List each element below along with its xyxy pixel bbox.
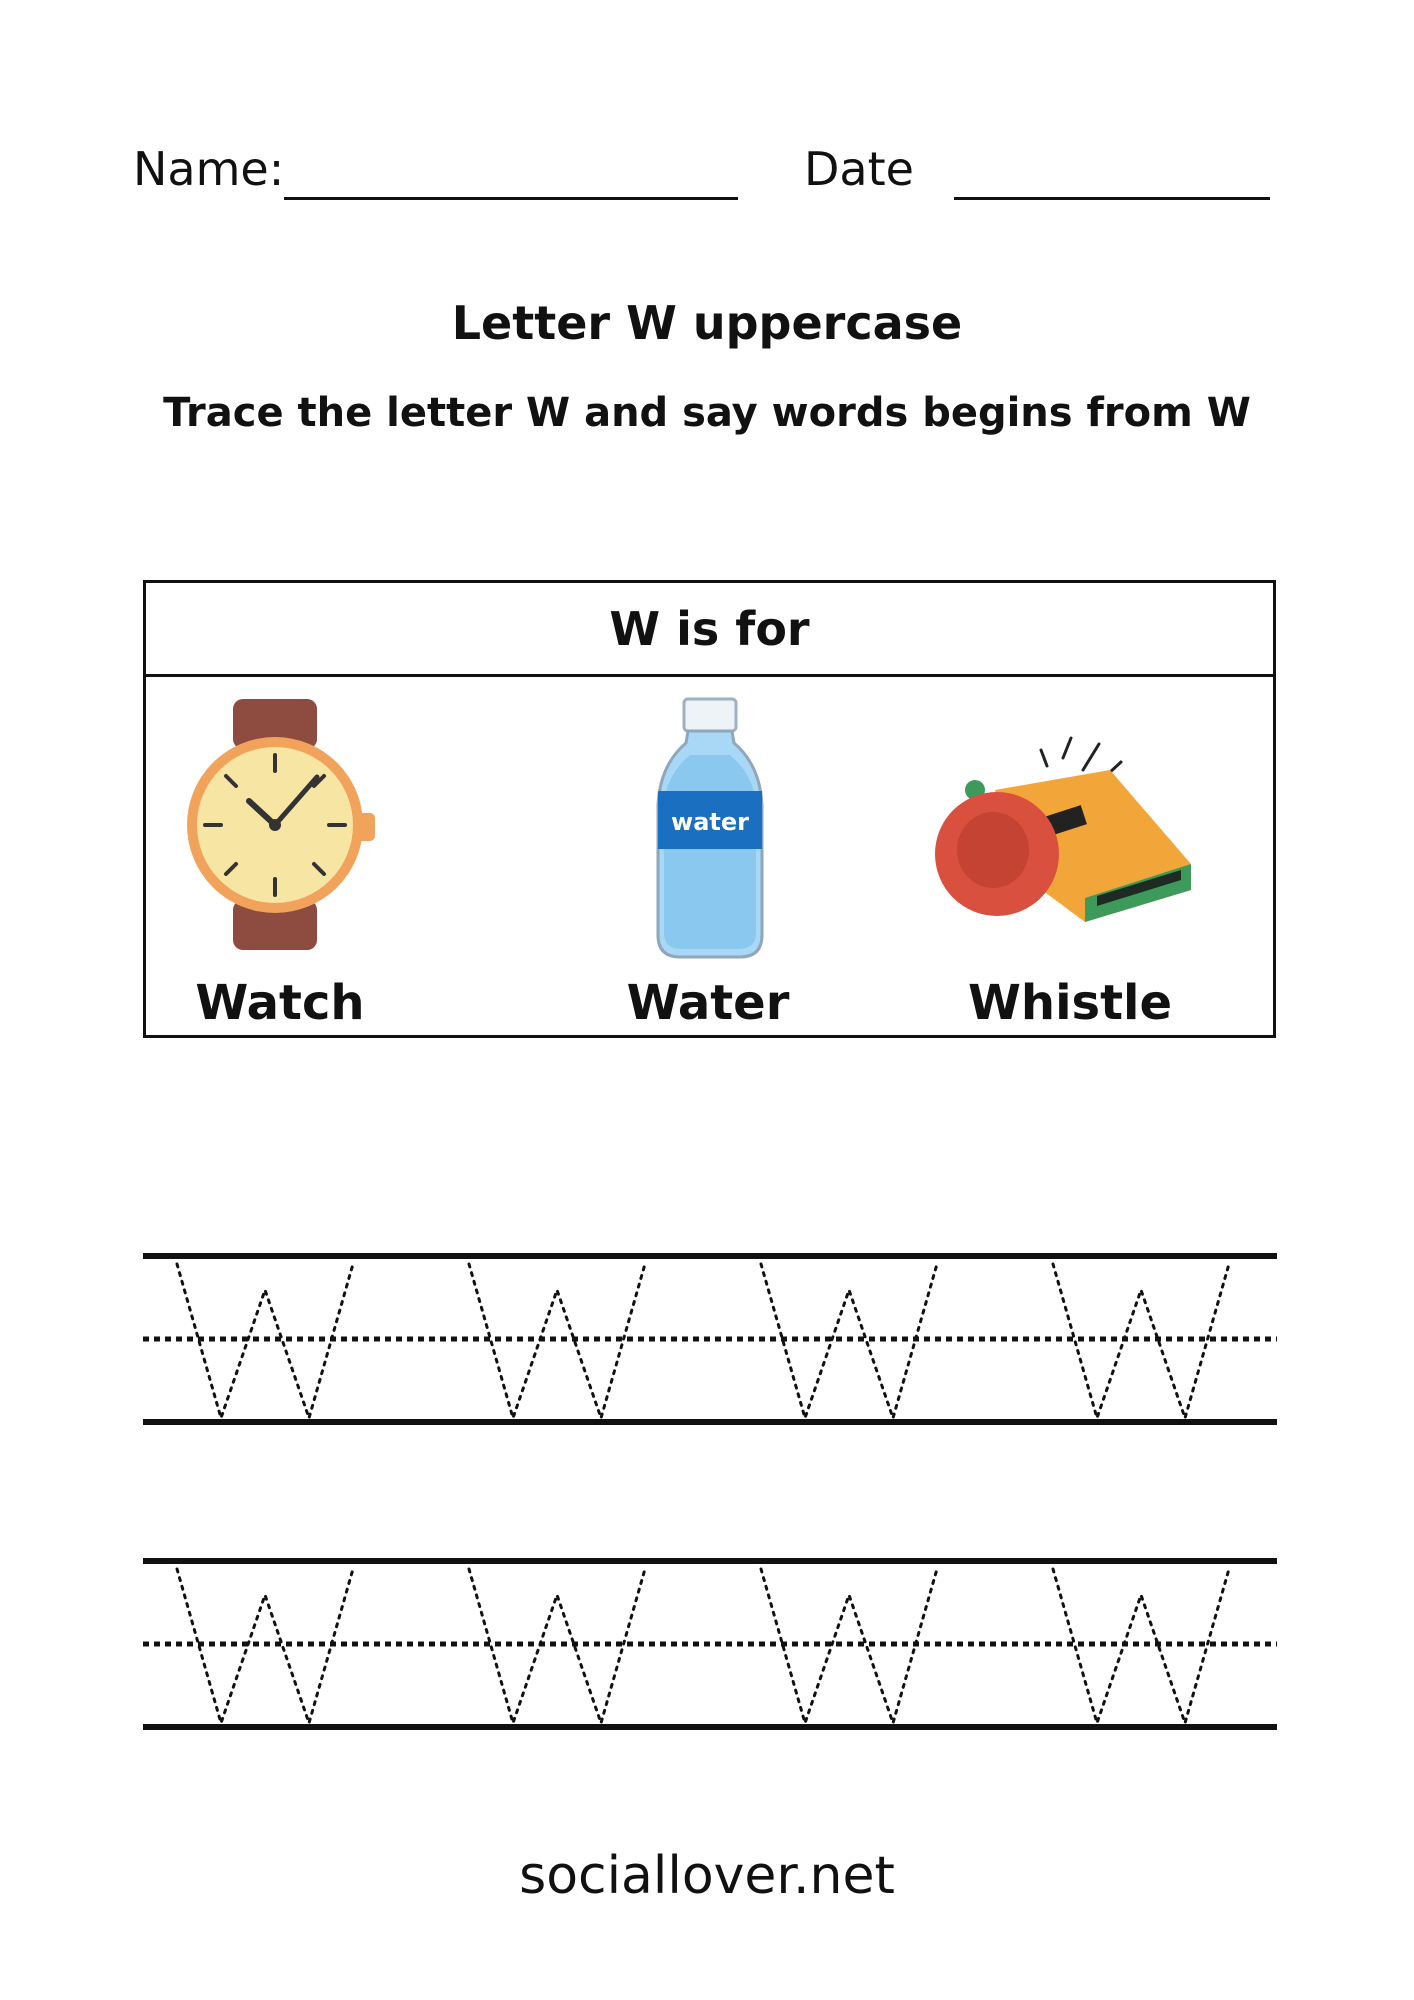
tracing-row-1 [143, 1250, 1277, 1430]
page-title: Letter W uppercase [451, 296, 963, 350]
water-bottle-icon [650, 695, 770, 965]
date-label: Date [804, 142, 914, 196]
tracing-row-2 [143, 1555, 1277, 1735]
footer-site: sociallover.net [519, 1846, 895, 1906]
word-whistle: Whistle [967, 975, 1173, 1031]
instruction-text: Trace the letter W and say words begins from W [163, 390, 1251, 436]
whistle-icon [935, 730, 1195, 930]
box-heading: W is for [146, 583, 1273, 677]
word-water: Water [626, 975, 790, 1031]
date-field[interactable] [954, 197, 1270, 200]
name-label: Name: [133, 142, 285, 196]
watch-icon [185, 695, 385, 955]
word-watch: Watch [195, 975, 365, 1031]
bottle-label-text: water [671, 808, 749, 836]
name-field[interactable] [284, 197, 738, 200]
